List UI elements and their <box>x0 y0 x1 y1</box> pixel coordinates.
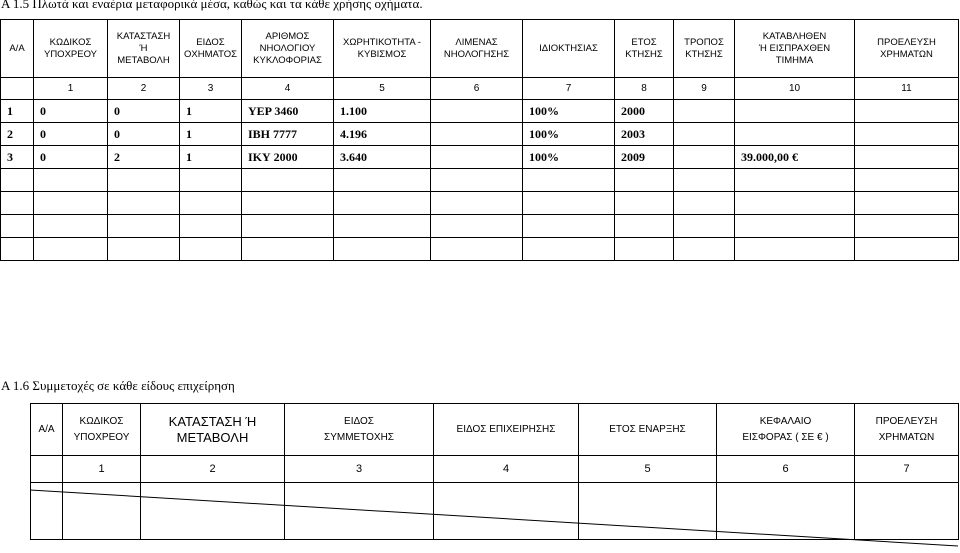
column-number: 3 <box>285 456 434 483</box>
header-text: ΕΤΟΣ <box>631 36 657 48</box>
column-header <box>855 404 959 456</box>
table-cell <box>523 238 615 261</box>
column-header <box>31 404 63 456</box>
header-text: ΚΑΤΑΣΤΑΣΗ Ή <box>168 413 257 429</box>
table-cell <box>431 238 523 261</box>
table-cell <box>285 483 434 540</box>
table-cell: ΥΕΡ 3460 <box>242 100 334 123</box>
table-cell <box>615 238 674 261</box>
header-text: ΚΑΤΑΣΤΑΣΗ <box>116 30 171 42</box>
header-text: ΚΤΗΣΗΣ <box>625 48 663 60</box>
table-cell <box>108 215 180 238</box>
column-number: 10 <box>735 78 855 100</box>
table-cell <box>735 100 855 123</box>
table-cell <box>431 123 523 146</box>
column-header <box>674 20 735 78</box>
table-cell <box>674 100 735 123</box>
table-cell <box>242 238 334 261</box>
column-number: 6 <box>431 78 523 100</box>
header-text: ΧΡΗΜΑΤΩΝ <box>880 48 933 60</box>
table-cell: 100% <box>523 100 615 123</box>
table-cell: 39.000,00 € <box>735 146 855 169</box>
participations-column-numbers-row <box>31 456 959 483</box>
table-cell <box>855 123 959 146</box>
table-cell <box>431 192 523 215</box>
column-number: 7 <box>855 456 959 483</box>
table-cell <box>855 192 959 215</box>
table-cell <box>34 192 108 215</box>
participations-header-row <box>31 404 959 456</box>
table-cell <box>1 238 34 261</box>
table-cell <box>1 192 34 215</box>
participations-table <box>30 403 959 540</box>
table-cell <box>108 192 180 215</box>
column-number: 5 <box>579 456 717 483</box>
table-cell <box>180 169 242 192</box>
table-cell <box>855 146 959 169</box>
header-text: ΜΕΤΑΒΟΛΗ <box>117 54 170 66</box>
column-header <box>334 20 431 78</box>
table-cell <box>334 238 431 261</box>
table-cell <box>34 238 108 261</box>
table-cell <box>334 215 431 238</box>
header-text: ΧΡΗΜΑΤΩΝ <box>878 431 935 443</box>
table-cell: 100% <box>523 146 615 169</box>
table-cell <box>242 169 334 192</box>
table-cell <box>180 192 242 215</box>
table-cell <box>855 238 959 261</box>
table-row <box>1 146 959 169</box>
column-number: 9 <box>674 78 735 100</box>
header-text: ΛΙΜΕΝΑΣ <box>455 36 498 48</box>
section-title-participations: Α 1.6 Συμμετοχές σε κάθε είδους επιχείρηση <box>1 378 235 393</box>
table-cell <box>735 169 855 192</box>
column-header <box>431 20 523 78</box>
table-cell <box>1 215 34 238</box>
table-row <box>1 215 959 238</box>
column-number: 5 <box>334 78 431 100</box>
table-cell <box>579 483 717 540</box>
table-cell <box>735 238 855 261</box>
column-number: 2 <box>141 456 285 483</box>
column-header <box>615 20 674 78</box>
column-header <box>579 404 717 456</box>
header-text: ΠΡΟΕΛΕΥΣΗ <box>877 36 936 48</box>
table-row <box>1 169 959 192</box>
table-cell: 2 <box>108 146 180 169</box>
header-text: ΚΥΚΛΟΦΟΡΙΑΣ <box>253 54 322 66</box>
table-cell: 2003 <box>615 123 674 146</box>
header-text: ΧΩΡΗΤΙΚΟΤΗΤΑ - <box>343 36 421 48</box>
table-cell <box>615 215 674 238</box>
table-cell: 2 <box>1 123 34 146</box>
header-text: ΤΡΟΠΟΣ <box>684 36 724 48</box>
column-number: 1 <box>34 78 108 100</box>
column-number: 3 <box>180 78 242 100</box>
column-header <box>434 404 579 456</box>
header-text: ΤΙΜΗΜΑ <box>775 54 814 66</box>
table-cell: 0 <box>34 123 108 146</box>
table-cell: ΙΚΥ 2000 <box>242 146 334 169</box>
column-header <box>523 20 615 78</box>
column-header <box>285 404 434 456</box>
table-cell: 0 <box>34 100 108 123</box>
table-cell <box>242 192 334 215</box>
table-cell <box>1 78 34 100</box>
column-number: 1 <box>63 456 141 483</box>
column-number: 11 <box>855 78 959 100</box>
table-cell: 100% <box>523 123 615 146</box>
table-cell: 1 <box>180 146 242 169</box>
table-cell <box>855 483 959 540</box>
table-cell <box>31 456 63 483</box>
header-text: ΚΑΤΑΒΛΗΘΕΝ <box>762 30 827 42</box>
table-cell <box>523 192 615 215</box>
header-text: ΣΥΜΜΕΤΟΧΗΣ <box>324 431 394 443</box>
table-cell <box>334 169 431 192</box>
column-header <box>108 20 180 78</box>
table-cell <box>735 215 855 238</box>
header-text: ΕΤΟΣ ΕΝΑΡΞΗΣ <box>609 423 686 435</box>
table-cell <box>615 169 674 192</box>
table-row <box>1 192 959 215</box>
table-row <box>1 100 959 123</box>
header-text: ΚΩΔΙΚΟΣ <box>49 36 92 48</box>
header-text: ΕΙΣΦΟΡΑΣ ( ΣΕ € ) <box>742 431 829 443</box>
table-cell <box>242 215 334 238</box>
table-cell: 0 <box>108 123 180 146</box>
header-text: ΕΙΔΟΣ <box>196 36 225 48</box>
table-cell <box>431 215 523 238</box>
table-cell <box>431 169 523 192</box>
table-cell <box>674 192 735 215</box>
table-cell <box>31 483 63 540</box>
vehicles-column-numbers-row <box>1 78 959 100</box>
header-text: ΚΥΒΙΣΜΟΣ <box>357 48 407 60</box>
table-cell <box>431 146 523 169</box>
header-text: ΚΩΔΙΚΟΣ <box>79 415 124 427</box>
column-number: 4 <box>242 78 334 100</box>
table-cell: 2009 <box>615 146 674 169</box>
table-cell: 0 <box>108 100 180 123</box>
table-cell <box>855 100 959 123</box>
header-text: ΝΗΟΛΟΓΗΣΗΣ <box>443 48 510 60</box>
table-cell <box>735 192 855 215</box>
header-text: ΑΡΙΘΜΟΣ <box>265 30 310 42</box>
header-text: ΜΕΤΑΒΟΛΗ <box>176 429 249 445</box>
header-text: ΚΤΗΣΗΣ <box>685 48 723 60</box>
column-number: 4 <box>434 456 579 483</box>
table-cell <box>855 215 959 238</box>
header-text: Ή <box>139 42 148 54</box>
table-cell: 0 <box>34 146 108 169</box>
table-cell <box>674 169 735 192</box>
header-text: Α/Α <box>9 42 25 54</box>
table-cell <box>34 169 108 192</box>
header-text: Α/Α <box>38 423 55 435</box>
table-cell: 1 <box>180 123 242 146</box>
table-cell: 1 <box>1 100 34 123</box>
section-title-vehicles: Α 1.5 Πλωτά και εναέρια μεταφορικά μέσα, καθώς και τα κάθε χρήσης οχήματα. <box>1 0 423 11</box>
column-header <box>735 20 855 78</box>
table-cell: 3 <box>1 146 34 169</box>
table-cell <box>334 192 431 215</box>
table-cell <box>34 215 108 238</box>
table-cell <box>523 169 615 192</box>
table-cell <box>1 169 34 192</box>
column-header <box>34 20 108 78</box>
header-text: ΙΔΙΟΚΤΗΣΙΑΣ <box>539 42 598 54</box>
table-cell <box>434 483 579 540</box>
column-header <box>141 404 285 456</box>
header-text: ΟΧΗΜΑΤΟΣ <box>183 48 238 60</box>
table-cell <box>674 146 735 169</box>
table-cell <box>674 123 735 146</box>
column-header <box>855 20 959 78</box>
header-text: ΥΠΟΧΡΕΟΥ <box>43 48 97 60</box>
column-number: 2 <box>108 78 180 100</box>
column-header <box>180 20 242 78</box>
vehicles-table <box>0 19 959 261</box>
table-cell: 4.196 <box>334 123 431 146</box>
column-header <box>242 20 334 78</box>
table-cell <box>180 215 242 238</box>
column-number: 8 <box>615 78 674 100</box>
column-header <box>63 404 141 456</box>
participations-empty-row <box>31 483 959 540</box>
table-cell: 1.100 <box>334 100 431 123</box>
table-cell <box>855 169 959 192</box>
header-text: ΚΕΦΑΛΑΙΟ <box>759 415 812 427</box>
table-cell: 2000 <box>615 100 674 123</box>
table-cell <box>141 483 285 540</box>
table-cell <box>615 192 674 215</box>
table-cell <box>717 483 855 540</box>
header-text: ΥΠΟΧΡΕΟΥ <box>73 431 130 443</box>
table-row <box>1 238 959 261</box>
header-text: Ή ΕΙΣΠΡΑΧΘΕΝ <box>758 42 831 54</box>
table-cell <box>735 123 855 146</box>
header-text: ΕΙΔΟΣ <box>344 415 374 427</box>
header-text: ΠΡΟΕΛΕΥΣΗ <box>875 415 938 427</box>
table-cell <box>108 169 180 192</box>
table-cell <box>180 238 242 261</box>
vehicles-header-row <box>1 20 959 78</box>
table-cell: ΙΒΗ 7777 <box>242 123 334 146</box>
table-cell <box>674 238 735 261</box>
table-cell <box>63 483 141 540</box>
column-number: 6 <box>717 456 855 483</box>
table-cell <box>108 238 180 261</box>
table-cell: 3.640 <box>334 146 431 169</box>
table-row <box>1 123 959 146</box>
header-text: ΝΗΟΛΟΓΙΟΥ <box>259 42 316 54</box>
table-cell <box>523 215 615 238</box>
table-cell: 1 <box>180 100 242 123</box>
column-number: 7 <box>523 78 615 100</box>
table-cell <box>674 215 735 238</box>
column-header <box>1 20 34 78</box>
column-header <box>717 404 855 456</box>
table-cell <box>431 100 523 123</box>
header-text: ΕΙΔΟΣ ΕΠΙΧΕΙΡΗΣΗΣ <box>456 423 556 435</box>
